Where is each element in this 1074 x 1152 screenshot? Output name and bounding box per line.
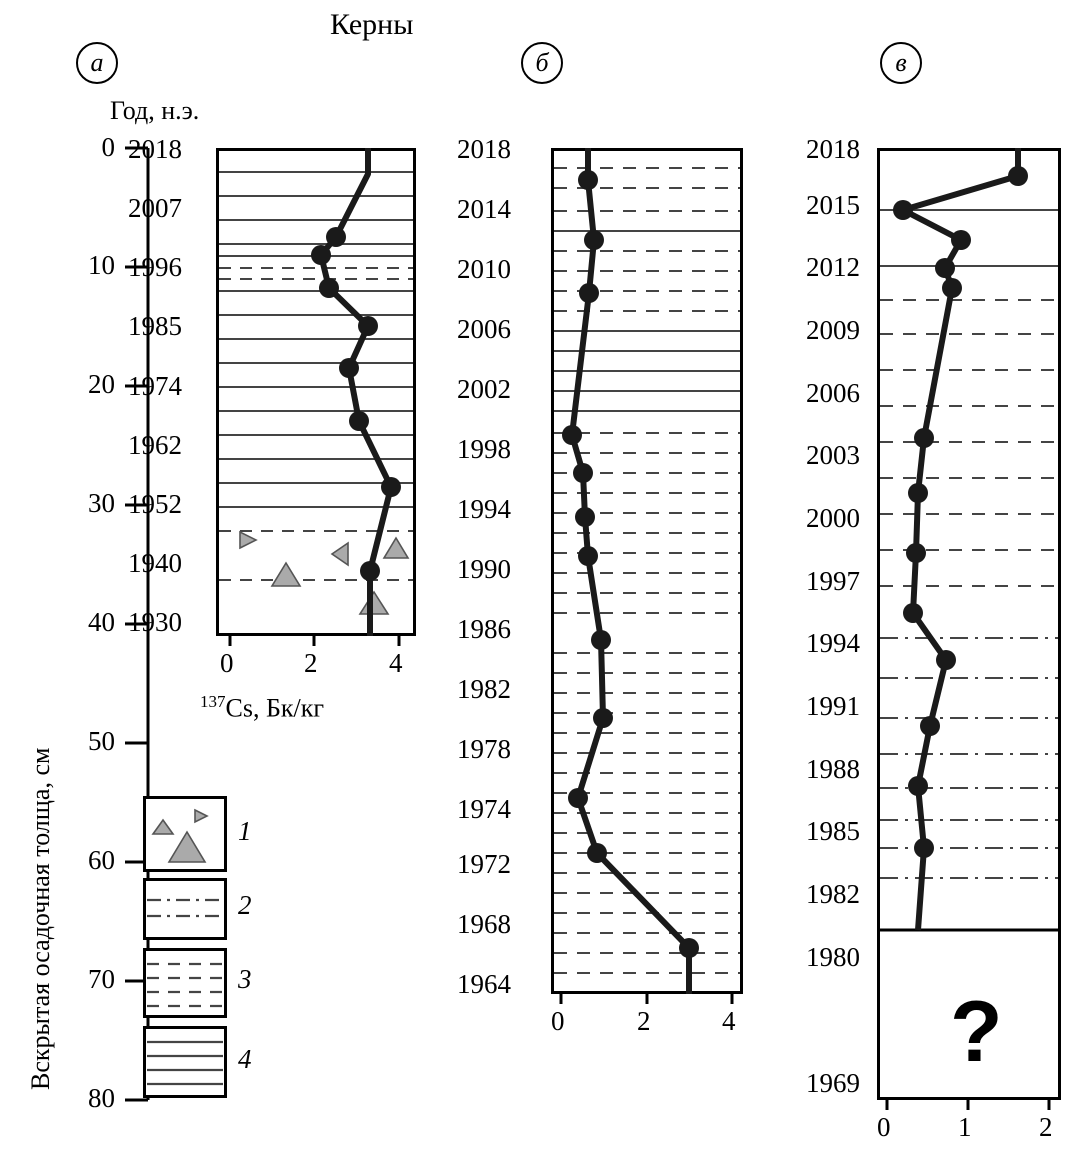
panel-a-x-ticks [216,636,416,648]
x-tick: 4 [722,1006,736,1036]
year-label: 1985 [128,311,182,341]
year-label: 2012 [806,252,860,282]
year-label: 2006 [457,314,511,344]
year-label: 1998 [457,434,511,464]
isotope-superscript: 137 [200,692,226,711]
legend-swatch-dashdot [143,878,227,940]
year-label: 1986 [457,614,511,644]
year-label: 1994 [457,494,511,524]
legend-swatch-dashed [143,948,227,1018]
legend-number: 4 [238,1044,252,1074]
x-tick: 0 [877,1112,891,1142]
x-axis-label-text: Cs, Бк/кг [225,693,325,723]
year-label: 1997 [806,566,860,596]
year-label: 2018 [457,134,511,164]
depth-tick: 10 [88,250,115,280]
x-tick: 2 [637,1006,651,1036]
year-label: 1972 [457,849,511,879]
panel-letter-b: б [521,42,563,84]
page-title: Керны [330,8,414,41]
legend-swatch-gravel [143,796,227,872]
year-label: 1964 [457,969,511,999]
x-tick: 0 [551,1006,565,1036]
year-label: 1994 [806,628,860,658]
year-label: 2018 [806,134,860,164]
depth-tick: 50 [88,726,115,756]
panel-b-x-ticks [551,994,743,1006]
year-label: 2014 [457,194,511,224]
depth-tick: 0 [101,132,115,162]
legend-number: 2 [238,890,252,920]
year-label: 1930 [128,607,182,637]
year-label: 2003 [806,440,860,470]
year-label: 2007 [128,193,182,223]
y-axis-label: Вскрытая осадочная толща, см [26,747,55,1090]
year-label: 1980 [806,942,860,972]
panel-c-x-axis [877,1100,1061,1142]
depth-tick: 30 [88,488,115,518]
x-tick: 2 [1039,1112,1053,1142]
depth-tick: 40 [88,607,115,637]
year-label: 1982 [806,879,860,909]
year-label: 1962 [128,430,182,460]
year-label: 1991 [806,691,860,721]
year-label: 2018 [128,134,182,164]
x-tick: 4 [389,648,403,678]
year-label: 1969 [806,1068,860,1098]
panel-letter-a: а [76,42,118,84]
year-label: 1940 [128,548,182,578]
year-label: 1978 [457,734,511,764]
panel-c-plot [877,148,1061,1100]
panel-a-plot [216,148,416,636]
depth-tick: 60 [88,845,115,875]
year-label: 2002 [457,374,511,404]
panel-letter-c: в [880,42,922,84]
year-label: 1988 [806,754,860,784]
x-tick: 1 [958,1112,972,1142]
panel-a-x-axis [216,636,416,678]
year-label: 2006 [806,378,860,408]
panel-b-plot [551,148,743,994]
year-label: 1974 [457,794,511,824]
year-label: 1974 [128,371,182,401]
x-tick: 2 [304,648,318,678]
unknown-interval-question-mark: ? [950,984,1003,1080]
year-label: 2015 [806,190,860,220]
panel-b-x-axis [551,994,743,1036]
year-label: 1990 [457,554,511,584]
panel-a-year-axis-title: Год, н.э. [110,96,200,125]
depth-tick: 20 [88,369,115,399]
year-label: 1968 [457,909,511,939]
year-label: 1985 [806,816,860,846]
x-tick: 0 [220,648,234,678]
year-label: 2009 [806,315,860,345]
legend-swatch-solid [143,1026,227,1098]
legend-number: 1 [238,816,252,846]
year-label: 2010 [457,254,511,284]
depth-tick: 70 [88,964,115,994]
year-label: 1952 [128,489,182,519]
year-label: 1982 [457,674,511,704]
year-label: 1996 [128,252,182,282]
depth-tick: 80 [88,1083,115,1113]
panel-a-x-axis-label [200,692,324,724]
year-label: 2000 [806,503,860,533]
panel-c-x-ticks [877,1100,1061,1112]
legend-number: 3 [238,964,252,994]
